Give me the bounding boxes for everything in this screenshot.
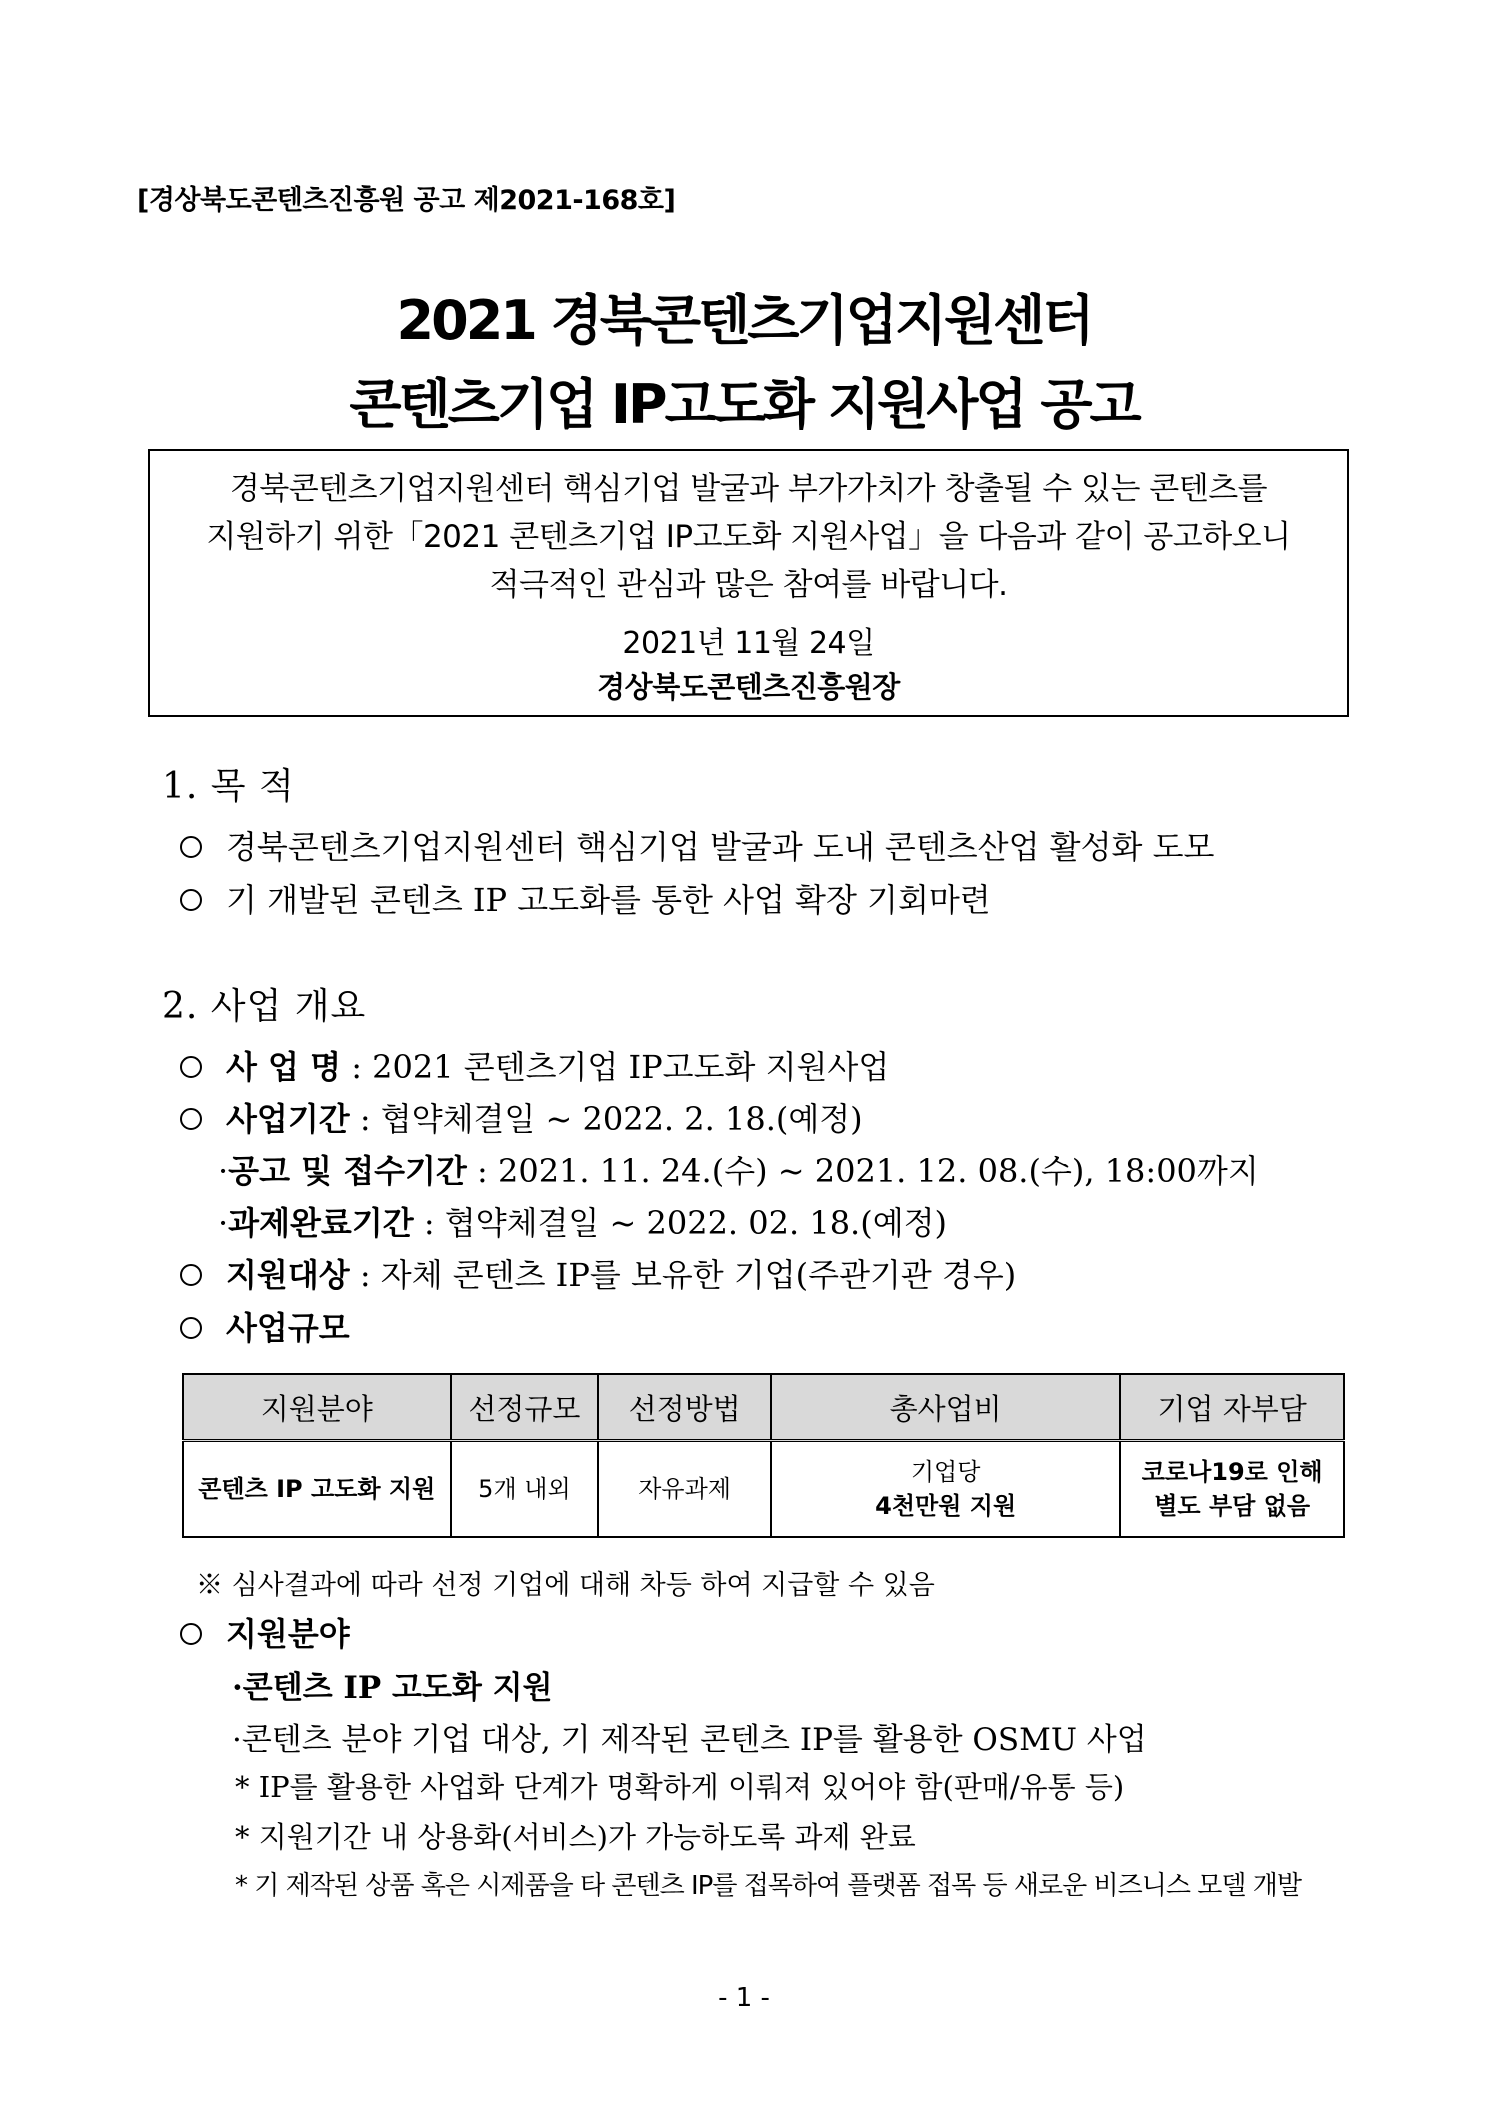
project-name-value: : 2021 콘텐츠기업 IP고도화 지원사업 (351, 1048, 890, 1086)
period-label: 사업기간 (226, 1100, 350, 1138)
section1-item: 기 개발된 콘텐츠 IP 고도화를 통한 사업 확장 기회마련 (180, 875, 991, 921)
recruit-period-value: : 2021. 11. 24.(수) ~ 2021. 12. 08.(수), 18:00까지 (477, 1152, 1259, 1190)
table-cell-count: 5개 내외 (451, 1441, 599, 1538)
support-item: ·콘텐츠 분야 기업 대상, 기 제작된 콘텐츠 IP를 활용한 OSMU 사업 (232, 1722, 1147, 1758)
budget-line2: 4천만원 지원 (875, 1492, 1017, 1520)
support-note: * 기 제작된 상품 혹은 시제품을 타 콘텐츠 IP를 접목하여 플랫폼 접목 등 새로운 비즈니스 모델 개발 (235, 1871, 1301, 1901)
notice-box (148, 449, 1349, 717)
budget-table (182, 1373, 1345, 1538)
period-value: : 협약체결일 ~ 2022. 2. 18.(예정) (359, 1100, 863, 1138)
page-title-line2: 콘텐츠기업 IP고도화 지원사업 공고 (349, 373, 1139, 436)
table-cell-field: 콘텐츠 IP 고도화 지원 (183, 1441, 451, 1538)
completion-period-label: 과제완료기간 (228, 1204, 414, 1242)
budget-line1: 기업당 (910, 1458, 981, 1486)
support-note: * IP를 활용한 사업화 단계가 명확하게 이뤄져 있어야 함(판매/유통 등) (235, 1770, 1125, 1804)
target-row (180, 1250, 1016, 1296)
dot-bullet-icon: · (218, 1152, 229, 1190)
table-row (183, 1441, 1344, 1538)
dot-bullet-icon: · (232, 1722, 242, 1758)
table-cell-method: 자유과제 (598, 1441, 771, 1538)
table-header-row (183, 1374, 1344, 1441)
scale-label: 사업규모 (226, 1309, 350, 1347)
circle-bullet-icon (180, 1108, 202, 1130)
notice-date: 2021년 11월 24일 (622, 626, 875, 661)
asterisk-icon: * (235, 1820, 259, 1854)
recruit-period-row (218, 1146, 1259, 1192)
circle-bullet-icon (180, 836, 202, 858)
target-label: 지원대상 (226, 1256, 350, 1294)
support-note: * 지원기간 내 상용화(서비스)가 가능하도록 과제 완료 (235, 1820, 916, 1854)
circle-bullet-icon (180, 1623, 202, 1645)
dot-bullet-icon: · (232, 1670, 243, 1706)
burden-line2: 별도 부담 없음 (1154, 1492, 1311, 1520)
table-note: ※ 심사결과에 따라 선정 기업에 대해 차등 하여 지급할 수 있음 (196, 1570, 935, 1601)
support-area-row (180, 1609, 350, 1655)
section1-heading: 1. 목 적 (162, 766, 295, 807)
table-header-cell: 지원분야 (183, 1374, 451, 1441)
dot-bullet-icon: · (218, 1204, 229, 1242)
asterisk-icon: * (235, 1770, 259, 1804)
page-title-line1: 2021 경북콘텐츠기업지원센터 (396, 289, 1092, 352)
recruit-period-label: 공고 및 접수기간 (228, 1152, 467, 1190)
table-header-cell: 총사업비 (771, 1374, 1120, 1441)
support-item: ·콘텐츠 IP 고도화 지원 (232, 1670, 553, 1706)
table-cell-budget (771, 1441, 1120, 1538)
support-area-label: 지원분야 (226, 1615, 350, 1653)
project-name-row (180, 1042, 889, 1088)
project-name-label: 사 업 명 (226, 1048, 342, 1086)
section1-item: 경북콘텐츠기업지원센터 핵심기업 발굴과 도내 콘텐츠산업 활성화 도모 (180, 822, 1214, 868)
notice-text-line2: 지원하기 위한「2021 콘텐츠기업 IP고도화 지원사업」을 다음과 같이 공고하오니 (206, 519, 1291, 555)
notice-issuer: 경상북도콘텐츠진흥원장 (597, 670, 900, 704)
circle-bullet-icon (180, 889, 202, 911)
page-number: - 1 - (718, 1983, 770, 2013)
target-value: : 자체 콘텐츠 IP를 보유한 기업(주관기관 경우) (359, 1256, 1017, 1294)
section2-heading: 2. 사업 개요 (162, 986, 367, 1027)
completion-period-value: : 협약체결일 ~ 2022. 02. 18.(예정) (423, 1204, 948, 1242)
table-header-cell: 선정방법 (598, 1374, 771, 1441)
circle-bullet-icon (180, 1317, 202, 1339)
completion-period-row (218, 1198, 947, 1244)
notice-number: [경상북도콘텐츠진흥원 공고 제2021-168호] (137, 185, 676, 216)
circle-bullet-icon (180, 1056, 202, 1078)
table-header-cell: 선정규모 (451, 1374, 599, 1441)
table-cell-burden (1120, 1441, 1344, 1538)
scale-row (180, 1303, 350, 1349)
notice-text-line3: 적극적인 관심과 많은 참여를 바랍니다. (489, 567, 1008, 603)
period-row (180, 1094, 863, 1140)
notice-text-line1: 경북콘텐츠기업지원센터 핵심기업 발굴과 부가가치가 창출될 수 있는 콘텐츠를 (229, 471, 1268, 507)
circle-bullet-icon (180, 1264, 202, 1286)
burden-line1: 코로나19로 인해 (1141, 1458, 1323, 1486)
asterisk-icon: * (235, 1871, 255, 1901)
table-header-cell: 기업 자부담 (1120, 1374, 1344, 1441)
